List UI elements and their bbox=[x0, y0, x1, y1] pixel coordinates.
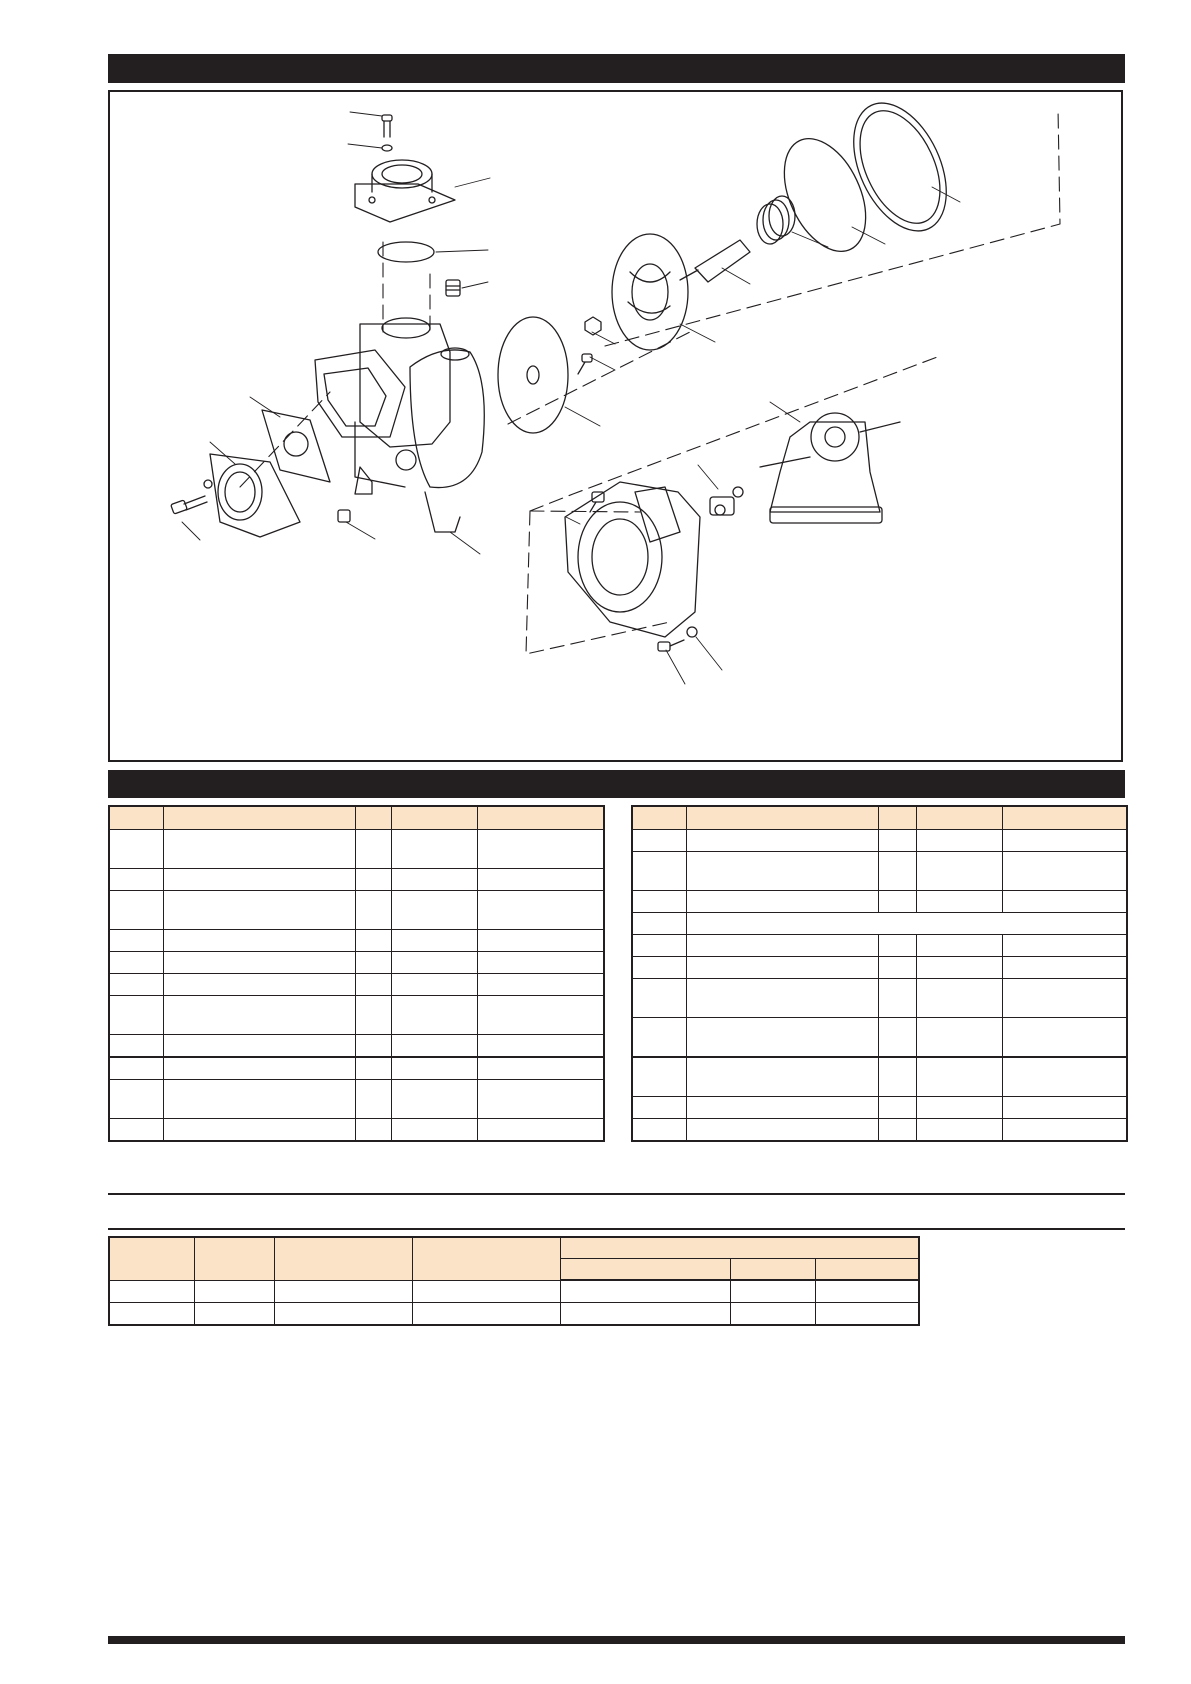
table-cell bbox=[355, 891, 391, 930]
table-cell bbox=[477, 1119, 604, 1142]
table-cell bbox=[916, 935, 1002, 957]
pump-exploded-drawing bbox=[110, 92, 1121, 760]
table-cell bbox=[632, 935, 686, 957]
table-cell bbox=[109, 996, 163, 1035]
parts-list-header-bar bbox=[108, 770, 1125, 798]
table-cell bbox=[560, 1280, 730, 1303]
column-header bbox=[878, 806, 916, 830]
table-cell bbox=[109, 869, 163, 891]
table-row bbox=[632, 830, 1127, 852]
table-cell bbox=[686, 979, 878, 1018]
table-cell bbox=[1002, 935, 1127, 957]
table-cell bbox=[1002, 957, 1127, 979]
table-cell bbox=[477, 1080, 604, 1119]
wear-plate bbox=[498, 317, 568, 433]
table-cell bbox=[878, 1057, 916, 1097]
table-cell bbox=[686, 830, 878, 852]
column-header bbox=[109, 806, 163, 830]
table-row bbox=[632, 1119, 1127, 1142]
table-cell bbox=[355, 869, 391, 891]
table-cell bbox=[1002, 979, 1127, 1018]
table-cell bbox=[878, 935, 916, 957]
table-cell bbox=[163, 974, 355, 996]
column-header bbox=[355, 806, 391, 830]
table-cell bbox=[477, 830, 604, 869]
table-cell bbox=[916, 830, 1002, 852]
volute-back-cover bbox=[565, 482, 700, 637]
table-cell bbox=[412, 1303, 560, 1326]
column-header bbox=[109, 1237, 194, 1280]
table-cell bbox=[477, 996, 604, 1035]
table-cell bbox=[355, 1035, 391, 1058]
table-cell bbox=[477, 930, 604, 952]
table-cell bbox=[355, 830, 391, 869]
section-divider bbox=[108, 1193, 1125, 1195]
table-cell bbox=[632, 891, 686, 913]
table-cell bbox=[274, 1280, 412, 1303]
shaft-sleeve bbox=[680, 240, 750, 282]
table-row bbox=[109, 1119, 604, 1142]
spec-header-row bbox=[109, 1237, 919, 1259]
table-cell bbox=[686, 1097, 878, 1119]
table-row bbox=[109, 930, 604, 952]
volute-o-ring bbox=[768, 126, 882, 264]
table-row bbox=[109, 1080, 604, 1119]
table-cell bbox=[163, 996, 355, 1035]
table-cell bbox=[916, 1018, 1002, 1058]
table-cell bbox=[163, 869, 355, 891]
table-cell bbox=[477, 974, 604, 996]
table-cell bbox=[109, 891, 163, 930]
table-cell bbox=[560, 1303, 730, 1326]
table-cell bbox=[391, 1035, 477, 1058]
table-row bbox=[632, 891, 1127, 913]
fill-plug bbox=[446, 280, 460, 296]
column-header bbox=[686, 806, 878, 830]
table-cell bbox=[916, 891, 1002, 913]
table-cell bbox=[686, 913, 1127, 935]
table-cell bbox=[878, 830, 916, 852]
table-cell bbox=[1002, 891, 1127, 913]
table-cell bbox=[815, 1303, 919, 1326]
table-header-row bbox=[109, 806, 604, 830]
table-row bbox=[109, 1057, 604, 1080]
table-cell bbox=[686, 1057, 878, 1097]
table-cell bbox=[109, 1280, 194, 1303]
table-cell bbox=[1002, 1057, 1127, 1097]
table-cell bbox=[686, 935, 878, 957]
table-cell bbox=[878, 979, 916, 1018]
table-cell bbox=[477, 869, 604, 891]
column-header bbox=[274, 1237, 412, 1280]
table-cell bbox=[916, 1057, 1002, 1097]
table-cell bbox=[632, 830, 686, 852]
table-cell bbox=[632, 1018, 686, 1058]
table-cell bbox=[916, 957, 1002, 979]
table-cell bbox=[632, 1119, 686, 1142]
table-row bbox=[632, 957, 1127, 979]
table-cell bbox=[391, 974, 477, 996]
table-cell bbox=[815, 1280, 919, 1303]
table-cell bbox=[412, 1280, 560, 1303]
parts-list-table-left bbox=[108, 805, 605, 1142]
drain-plug bbox=[338, 510, 350, 522]
table-cell bbox=[163, 891, 355, 930]
table-cell bbox=[730, 1280, 815, 1303]
specification-table bbox=[108, 1236, 920, 1326]
table-cell bbox=[686, 1018, 878, 1058]
table-cell bbox=[1002, 830, 1127, 852]
discharge-bolt bbox=[382, 115, 392, 151]
discharge-o-ring bbox=[378, 242, 434, 262]
table-cell bbox=[916, 979, 1002, 1018]
table-cell bbox=[355, 1057, 391, 1080]
table-cell bbox=[163, 830, 355, 869]
table-cell bbox=[194, 1303, 274, 1326]
table-row bbox=[109, 1035, 604, 1058]
pump-casing bbox=[315, 318, 484, 532]
table-cell bbox=[878, 1018, 916, 1058]
column-header bbox=[560, 1259, 730, 1281]
table-cell bbox=[391, 891, 477, 930]
table-cell bbox=[355, 1080, 391, 1119]
table-cell bbox=[878, 852, 916, 891]
table-cell bbox=[274, 1303, 412, 1326]
table-row bbox=[109, 830, 604, 869]
column-header bbox=[194, 1237, 274, 1280]
table-cell bbox=[1002, 1097, 1127, 1119]
column-header bbox=[477, 806, 604, 830]
column-header bbox=[632, 806, 686, 830]
table-row bbox=[109, 1280, 919, 1303]
table-row bbox=[109, 952, 604, 974]
seal-assembly bbox=[757, 196, 795, 244]
table-row bbox=[632, 852, 1127, 891]
table-cell bbox=[109, 830, 163, 869]
table-cell bbox=[163, 952, 355, 974]
section-divider bbox=[108, 1228, 1125, 1230]
table-cell bbox=[916, 852, 1002, 891]
table-cell bbox=[878, 957, 916, 979]
table-cell bbox=[632, 1097, 686, 1119]
table-cell bbox=[391, 1119, 477, 1142]
table-cell bbox=[686, 1119, 878, 1142]
table-cell bbox=[878, 891, 916, 913]
column-header bbox=[163, 806, 355, 830]
table-row bbox=[109, 996, 604, 1035]
table-cell bbox=[163, 1057, 355, 1080]
table-cell bbox=[109, 1119, 163, 1142]
column-header bbox=[815, 1259, 919, 1281]
suction-bolt bbox=[171, 480, 212, 514]
table-cell bbox=[916, 1119, 1002, 1142]
table-cell bbox=[686, 852, 878, 891]
back-cover-bolt bbox=[590, 492, 697, 651]
table-cell bbox=[391, 952, 477, 974]
table-cell bbox=[632, 852, 686, 891]
table-cell bbox=[109, 1057, 163, 1080]
column-header bbox=[916, 806, 1002, 830]
discharge-flange bbox=[355, 160, 455, 222]
table-cell bbox=[109, 952, 163, 974]
parts-list-table-right bbox=[631, 805, 1128, 1142]
title-bar bbox=[108, 54, 1125, 83]
table-row bbox=[632, 913, 1127, 935]
table-cell bbox=[109, 1303, 194, 1326]
table-cell bbox=[632, 957, 686, 979]
table-cell bbox=[391, 1057, 477, 1080]
table-cell bbox=[355, 1119, 391, 1142]
table-cell bbox=[355, 996, 391, 1035]
table-cell bbox=[1002, 1018, 1127, 1058]
table-cell bbox=[477, 1057, 604, 1080]
table-cell bbox=[477, 891, 604, 930]
table-cell bbox=[916, 1097, 1002, 1119]
table-cell bbox=[355, 974, 391, 996]
callout-leader-lines bbox=[182, 112, 960, 684]
table-row bbox=[632, 1018, 1127, 1058]
volute-gasket bbox=[835, 92, 965, 246]
table-cell bbox=[878, 1097, 916, 1119]
table-cell bbox=[163, 1119, 355, 1142]
column-header bbox=[391, 806, 477, 830]
column-group-header bbox=[560, 1237, 919, 1259]
table-row bbox=[109, 891, 604, 930]
table-row bbox=[632, 979, 1127, 1018]
exploded-view-diagram bbox=[108, 90, 1123, 762]
table-cell bbox=[355, 952, 391, 974]
suction-flange bbox=[210, 454, 300, 537]
bearing-pedestal bbox=[760, 413, 900, 523]
table-cell bbox=[391, 1080, 477, 1119]
column-header bbox=[1002, 806, 1127, 830]
table-cell bbox=[686, 891, 878, 913]
table-cell bbox=[109, 930, 163, 952]
table-cell bbox=[686, 957, 878, 979]
table-row bbox=[109, 869, 604, 891]
table-row bbox=[109, 974, 604, 996]
table-row bbox=[632, 1097, 1127, 1119]
table-header-row bbox=[632, 806, 1127, 830]
table-cell bbox=[632, 913, 686, 935]
table-row bbox=[109, 1303, 919, 1326]
table-cell bbox=[477, 952, 604, 974]
table-cell bbox=[109, 1035, 163, 1058]
table-cell bbox=[163, 1035, 355, 1058]
table-cell bbox=[632, 979, 686, 1018]
table-cell bbox=[391, 930, 477, 952]
suction-gasket bbox=[262, 410, 330, 482]
table-cell bbox=[109, 1080, 163, 1119]
table-cell bbox=[477, 1035, 604, 1058]
table-cell bbox=[1002, 852, 1127, 891]
coupling bbox=[710, 487, 743, 515]
footer-bar bbox=[108, 1636, 1125, 1644]
column-header bbox=[730, 1259, 815, 1281]
table-row bbox=[632, 935, 1127, 957]
table-cell bbox=[730, 1303, 815, 1326]
impeller bbox=[612, 234, 688, 350]
column-header bbox=[412, 1237, 560, 1280]
table-cell bbox=[355, 930, 391, 952]
table-cell bbox=[194, 1280, 274, 1303]
table-row bbox=[632, 1057, 1127, 1097]
table-cell bbox=[163, 930, 355, 952]
table-cell bbox=[1002, 1119, 1127, 1142]
table-cell bbox=[163, 1080, 355, 1119]
table-cell bbox=[632, 1057, 686, 1097]
table-cell bbox=[391, 996, 477, 1035]
table-cell bbox=[878, 1119, 916, 1142]
table-cell bbox=[391, 830, 477, 869]
table-cell bbox=[109, 974, 163, 996]
table-cell bbox=[391, 869, 477, 891]
